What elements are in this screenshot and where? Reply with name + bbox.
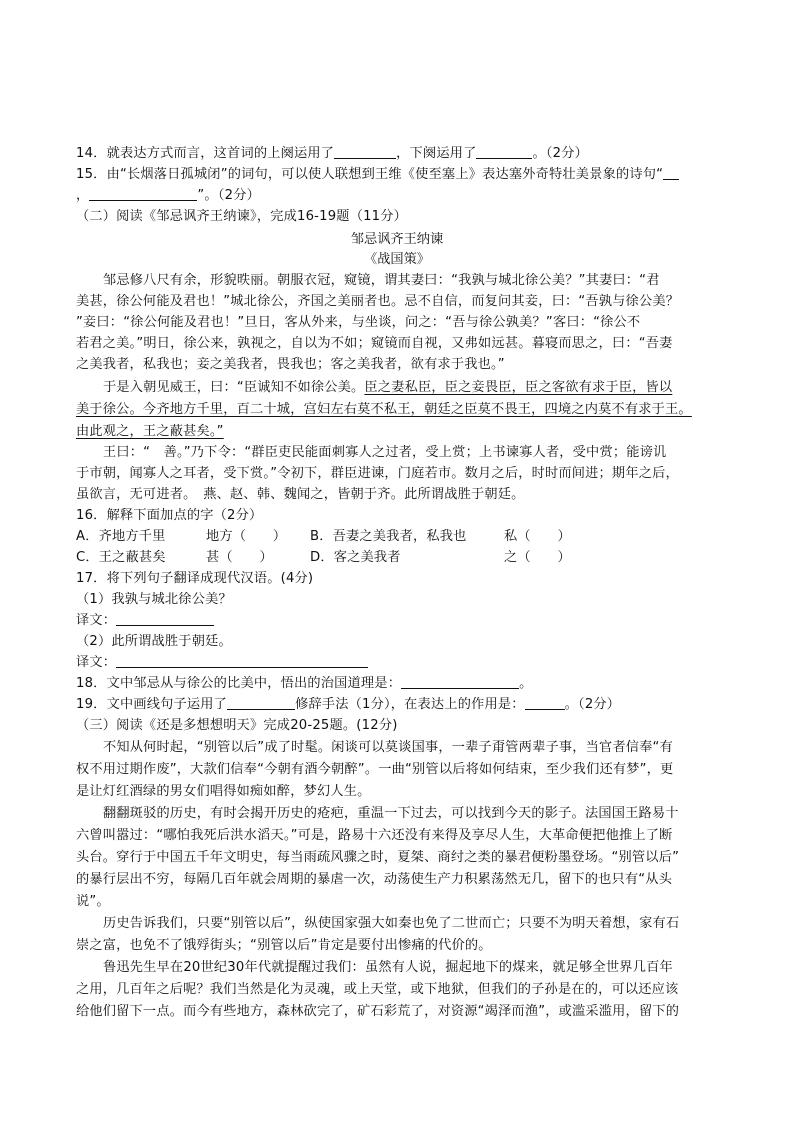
a3-line-2: 崇之富，也免不了饿殍街头；“别管以后”肯定是要付出惨痛的代价的。 [76,938,492,953]
question-16-stem: 16．解释下面加点的字（2分） [76,508,263,523]
q19-text-c: 。（2分） [564,697,621,712]
yiwen-label-1: 译文： [76,613,117,628]
q17-sentence-1: （1）我孰与城北徐公美？ [76,592,232,607]
q17-answer-2-blank[interactable] [116,653,368,668]
underlined-sentence-3: 由此观之，王之蔽甚矣。” [76,424,224,439]
question-18 [76,673,532,694]
question-19 [76,694,620,715]
a2-line-2: 六曾叫嚣过：“哪怕我死后洪水滔天。”可是，路易十六还没有来得及享尽人生，大革命便把他推上了断 [76,828,673,843]
question-14 [76,143,588,164]
question-15 [76,164,679,185]
p1-line-2: 美甚，徐公何能及君也！”城北徐公，齐国之美丽者也。忌不自信，而复问其妾，曰：“吾孰与徐公美？ [76,294,680,309]
q15-text-b: ， [76,188,90,203]
q14-text-c: 。（2分） [532,146,589,161]
yiwen-label-2: 译文： [76,655,117,670]
q16-option-c-item[interactable]: 甚（ ） [206,550,273,565]
section-3-heading: （三）阅读《还是多想想明天》完成20-25题。(12分) [76,718,398,733]
question-16-row-1 [76,526,571,547]
question-17-stem: 17．将下列句子翻译成现代汉语。(4分) [76,571,314,586]
underlined-sentence-2: 美于徐公。今齐地方千里，百二十城，宫妇左右莫不私王，朝廷之臣莫不畏王，四境之内莫不有求于王。 [76,402,692,417]
a1-line-3: 是让灯红酒绿的男女们唱得如痴如醉，梦幻人生。 [76,784,371,799]
a2-line-5: 说”。 [76,894,110,909]
a2-line-3: 头台。穿行于中国五千年文明史，每当雨疏风骤之时，夏桀、商纣之类的暴君便粉墨登场。“别管以后” [76,850,680,865]
question-16-row-2 [76,547,571,568]
a2-line-4: 的暴行层出不穷，每隔几百年就会周期的暴虐一次，动荡使生产力积累荡然无几，留下的也只有“从头 [76,872,673,887]
q18-text-b: 。 [519,676,533,691]
q15-text-c: ”。（2分） [197,188,260,203]
q16-option-a: A．齐地方千里 [76,529,166,544]
p1-line-4: 若君之美。”明日，徐公来，孰视之，自以为不如；窥镜而自视，又弗如远甚。暮寝而思之，曰：“吾妻 [76,336,673,351]
q16-option-b-item[interactable]: 私（ ） [504,529,571,544]
a2-line-1: 翻翻斑驳的历史，有时会揭开历史的疮疤，重温一下过去，可以找到今天的影子。法国国王路易十 [103,806,679,821]
q17-answer-2 [76,652,368,673]
underlined-sentence-1: 臣之妻私臣，臣之妾畏臣，臣之客欲有求于臣，皆以 [364,380,673,395]
q14-text-a: 14．就表达方式而言，这首词的上阕运用了 [76,146,335,161]
a1-line-1: 不知从何时起，“别管以后”成了时髦。闲谈可以莫谈国事，一辈子甭管两辈子事，当官者信奉“有 [103,740,673,755]
q15-blank-2[interactable] [89,186,197,201]
q19-text-b: 修辞手法（1分），在表达上的作用是： [295,697,525,712]
a4-line-2: 之用，几百年之后呢？我们当然是化为灵魂，或上天堂，或下地狱，但我们的子孙是在的，可以还应该 [76,982,679,997]
section-2-heading: （二）阅读《邹忌讽齐王纳谏》，完成16-19题（11分） [76,209,408,224]
p3-line-2: 于市朝，闻寡人之耳者，受下赏。”令初下，群臣进谏，门庭若市。数月之后，时时而间进；期年之后， [76,466,679,481]
passage-source: 《战国策》 [364,252,430,267]
q18-text-a: 18．文中邹忌从与徐公的比美中，悟出的治国道理是： [76,676,402,691]
q15-blank-1[interactable] [663,165,679,180]
p2-line-1 [103,377,672,398]
q14-text-b: ，下阕运用了 [396,146,477,161]
a4-line-3: 给他们留下一点。而今有些地方，森林砍完了，矿石彩荒了，对资源“竭泽而渔”，或滥采滥用，留下的 [76,1004,680,1019]
p3-line-3: 虽欲言，无可进者。 燕、赵、韩、魏闻之，皆朝于齐。此所谓战胜于朝廷。 [76,487,525,502]
q17-answer-1-blank[interactable] [116,611,214,626]
q14-blank-1[interactable] [334,144,396,159]
p1-line-1: 邹忌修八尺有余，形貌昳丽。朝服衣冠，窥镜，谓其妻曰：“我孰与城北徐公美？”其妻曰：“君 [103,273,660,288]
q19-text-a: 19．文中画线句子运用了 [76,697,228,712]
q16-option-d-item[interactable]: 之（ ） [504,550,571,565]
a1-line-2: 权不用过期作废”，大款们信奉“今朝有酒今朝醉”。一曲“别管以后将如何结束，至少我们还有梦”，更 [76,762,674,777]
a4-line-1: 鲁迅先生早在20世纪30年代就提醒过我们：虽然有人说，掘起地下的煤来，就足够全世界几百年 [103,960,673,975]
a3-line-1: 历史告诉我们，只要“别管以后”，纵使国家强大如秦也免了二世而亡；只要不为明天着想，家有石 [103,916,680,931]
p1-line-5: 之美我者，私我也；妾之美我者，畏我也；客之美我者，欲有求于我也。” [76,357,505,372]
q17-sentence-2: （2）此所谓战胜于朝廷。 [76,634,232,649]
p2-line-3 [76,421,224,442]
q16-option-d: D．客之美我者 [310,550,401,565]
q14-blank-2[interactable] [476,144,532,159]
q19-blank-2[interactable] [525,695,565,710]
q16-option-b: B．吾妻之美我者，私我也 [310,529,467,544]
q15-text-a: 15．由“长烟落日孤城闭”的词句，可以使人联想到王维《使至塞上》表达塞外奇特壮美景象的诗句“ [76,167,664,182]
q16-option-c: C．王之蔽甚矣 [76,550,166,565]
p1-line-3: ”妾曰：“徐公何能及君也！”旦日，客从外来，与坐谈，问之：“吾与徐公孰美？”客曰：“徐公不 [76,315,641,330]
passage-title: 邹忌讽齐王纳谏 [350,232,444,247]
question-15-cont [76,185,260,206]
q17-answer-1 [76,610,214,631]
q19-blank-1[interactable] [227,695,295,710]
p2-plain: 于是入朝见威王，曰：“臣诚知不如徐公美。 [103,380,365,395]
p3-line-1: 王曰：“ 善。”乃下令：“群臣吏民能面刺寡人之过者，受上赏；上书谏寡人者，受中赏；能谤讥 [103,445,667,460]
q18-blank[interactable] [401,674,519,689]
q16-option-a-item[interactable]: 地方（ ） [206,529,287,544]
p2-line-2 [76,399,692,420]
